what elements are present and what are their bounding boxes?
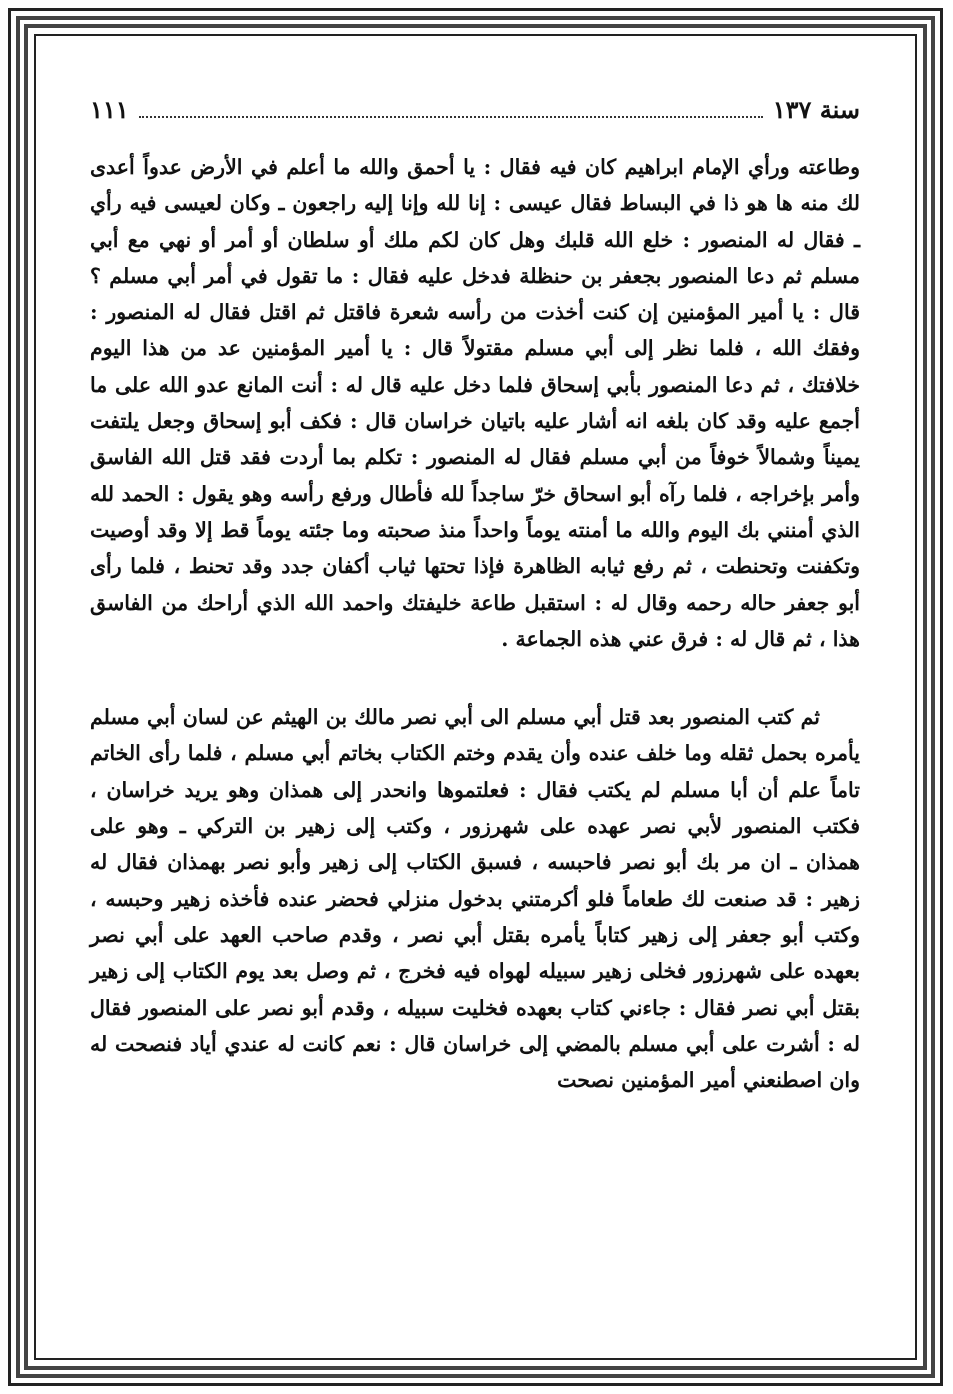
- header-year: سنة ١٣٧: [772, 95, 860, 124]
- paragraph-1: وطاعته ورأي الإمام ابراهيم كان فيه فقال : يا أحمق والله ما أعلم في الأرض عدواً أعدى لك منه ها هو ذا في البساط فقال عيسى : إنا لله وإنا إليه راجعون ـ وكان لعيسى فيه رأي ـ فقال له المنصور : خلع الله قلبك وهل كان لكم ملك أو سلطان أو أمر أو نهي مع أبي مسلم ثم دعا المنصور بجعفر بن حنظلة فدخل عليه فقال : ما تقول في أمر أبي مسلم ؟ قال : يا أمير المؤمنين إن كنت أخذت من رأسه شعرة فاقتل ثم اقتل فقال له المنصور : وفقك الله ، فلما نظر إلى أبي مسلم مقتولاً قال : يا أمير المؤمنين عد من هذا اليوم خلافتك ، ثم دعا المنصور بأبي إسحاق فلما دخل عليه قال له : أنت المانع عدو الله على ما أجمع عليه وقد كان بلغه انه أشار عليه باتيان خراسان قال : فكف أبو إسحاق وجعل يلتفت يميناً وشمالاً خوفاً من أبي مسلم فقال له المنصور : تكلم بما أردت فقد قتل الله الفاسق وأمر بإخراجه ، فلما رآه أبو اسحاق خرّ ساجداً لله فأطال ورفع رأسه وهو يقول : الحمد لله الذي أمنني بك اليوم والله ما أمنته يوماً واحداً منذ صحبته وما جئته يوماً قط إلا وقد أوصيت وتكفنت وتحنطت ، ثم رفع ثيابه الظاهرة فإذا تحتها ثياب أكفان جدد وقد تحنط ، فلما رأى أبو جعفر حاله رحمه وقال له : استقبل طاعة خليفتك واحمد الله الذي أراحك من الفاسق هذا ، ثم قال له : فرق عني هذه الجماعة .: [90, 155, 860, 651]
- running-header: [90, 95, 860, 139]
- header-leader-dots: [139, 102, 763, 118]
- page-number: ١١١: [90, 95, 129, 124]
- book-page: [90, 95, 860, 1098]
- paragraph-2: ثم كتب المنصور بعد قتل أبي مسلم الى أبي نصر مالك بن الهيثم عن لسان أبي مسلم يأمره بحمل ثقله وما خلف عنده وأن يقدم وختم الكتاب بخاتم أبي مسلم ، فلما رأى الخاتم تاماً علم أن أبا مسلم لم يكتب فقال : فعلتموها وانحدر إلى همذان وهو يريد خراسان ، فكتب المنصور لأبي نصر عهده على شهرزور ، وكتب إلى زهير بن التركي ـ وهو على همذان ـ ان مر بك أبو نصر فاحبسه ، فسبق الكتاب إلى زهير وأبو نصر بهمذان فقال له زهير : قد صنعت لك طعاماً فلو أكرمتني بدخول منزلي فحضر عنده فأخذه زهير وحبسه ، وكتب أبو جعفر إلى زهير كتاباً يأمره بقتل أبي نصر ، وقدم صاحب العهد على أبي نصر بعهده على شهرزور فخلى زهير سبيله لهواه فيه فخرج ، ثم وصل بعد يوم الكتاب إلى زهير بقتل أبي نصر فقال : جاءني كتاب بعهده فخليت سبيله ، وقدم أبو نصر على المنصور فقال له : أشرت على أبي مسلم بالمضي إلى خراسان قال : نعم كانت له عندي أياد فنصحت له وان اصطنعني أمير المؤمنين نصحت: [90, 705, 860, 1093]
